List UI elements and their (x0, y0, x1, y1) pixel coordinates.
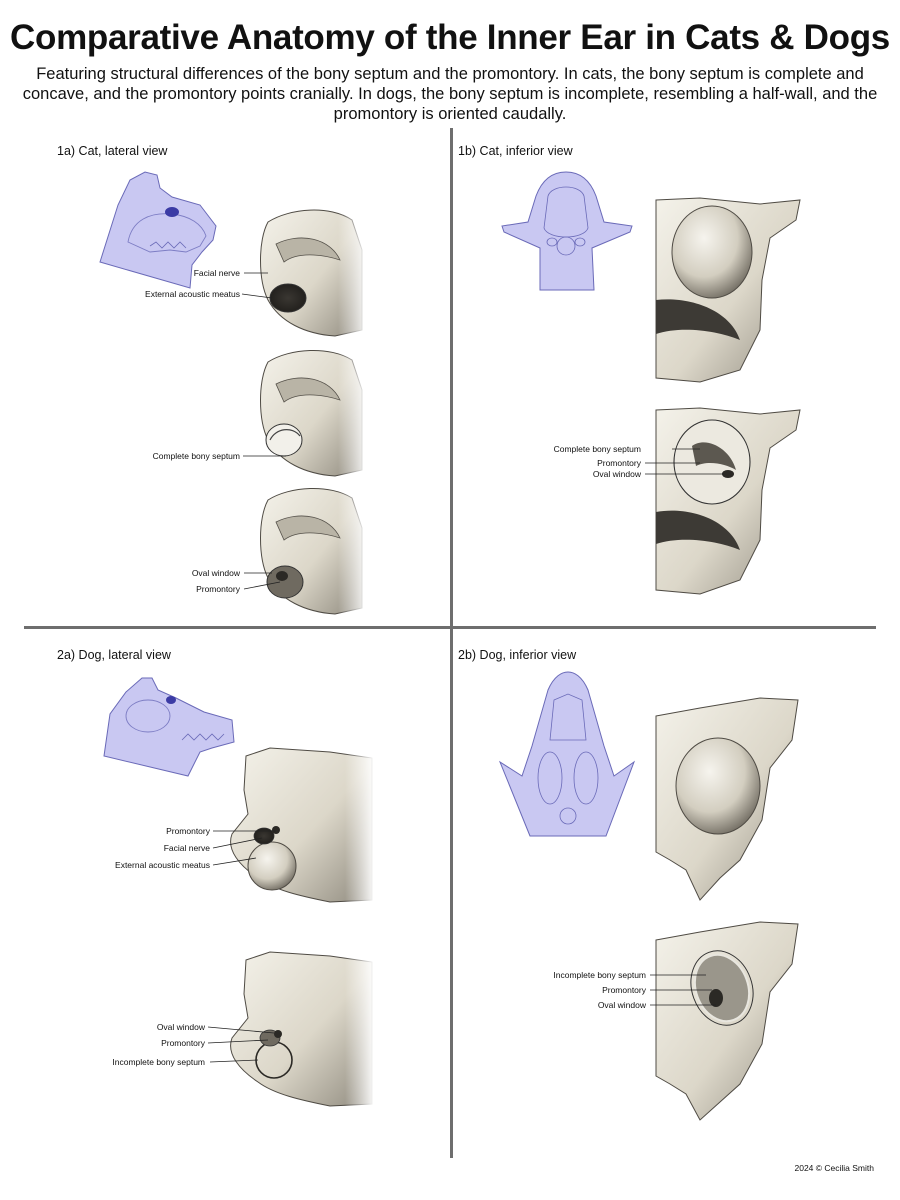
page-title: Comparative Anatomy of the Inner Ear in Cats & Dogs (10, 18, 890, 57)
label-dog-lateral-promontory: Promontory (161, 1038, 205, 1048)
cat-skull-lateral-figure-1 (261, 205, 369, 340)
label-dog-inferior-incomplete-bony-septum: Incomplete bony septum (553, 970, 646, 980)
label-dog-inferior-promontory: Promontory (602, 985, 646, 995)
dog-skull-silhouette-inferior (500, 672, 634, 836)
label-cat-lateral-complete-bony-septum: Complete bony septum (152, 451, 240, 461)
label-cat-inferior-complete-bony-septum: Complete bony septum (553, 444, 641, 454)
credit: 2024 © Cecilia Smith (794, 1163, 874, 1173)
dog-skull-lateral-figure-1 (231, 748, 375, 908)
cat-skull-lateral-figure-2 (261, 345, 369, 480)
dog-skull-lateral-figure-2 (231, 952, 375, 1112)
label-cat-inferior-promontory: Promontory (597, 458, 641, 468)
page-subtitle: Featuring structural differences of the bony septum and the promontory. In cats, the bony septum is complete and concave, and the promontory points cranially. In dogs, the bony septum is incomplete, resembling a half-wall, and the promontory is oriented caudally. (22, 65, 878, 123)
label-dog-inferior-oval-window: Oval window (597, 1000, 646, 1010)
label-cat-lateral-promontory: Promontory (196, 584, 240, 594)
cat-skull-lateral-figure-3 (261, 483, 369, 618)
label-cat-lateral-external-acoustic-meatus: External acoustic meatus (145, 289, 240, 299)
panel-label-dog-lateral: 2a) Dog, lateral view (57, 648, 171, 662)
label-cat-inferior-oval-window: Oval window (592, 469, 641, 479)
panel-label-dog-inferior: 2b) Dog, inferior view (458, 648, 577, 662)
dog-bulla-inferior-figure-2 (656, 922, 798, 1120)
label-dog-lateral-external-acoustic-meatus: External acoustic meatus (115, 860, 210, 870)
label-dog-lateral-promontory: Promontory (166, 826, 210, 836)
cat-skull-silhouette-inferior (502, 172, 632, 290)
dog-bulla-inferior-figure-1 (656, 698, 798, 900)
dog-head-silhouette-lateral (104, 678, 234, 776)
cat-bulla-inferior-figure-2 (656, 408, 800, 594)
label-dog-lateral-facial-nerve: Facial nerve (163, 843, 210, 853)
label-cat-lateral-oval-window: Oval window (191, 568, 240, 578)
label-cat-lateral-facial-nerve: Facial nerve (193, 268, 240, 278)
cat-bulla-inferior-figure-1 (656, 198, 800, 382)
label-dog-lateral-incomplete-bony-septum: Incomplete bony septum (112, 1057, 205, 1067)
label-dog-lateral-oval-window: Oval window (156, 1022, 205, 1032)
panel-label-cat-lateral: 1a) Cat, lateral view (57, 144, 168, 158)
panel-label-cat-inferior: 1b) Cat, inferior view (458, 144, 573, 158)
